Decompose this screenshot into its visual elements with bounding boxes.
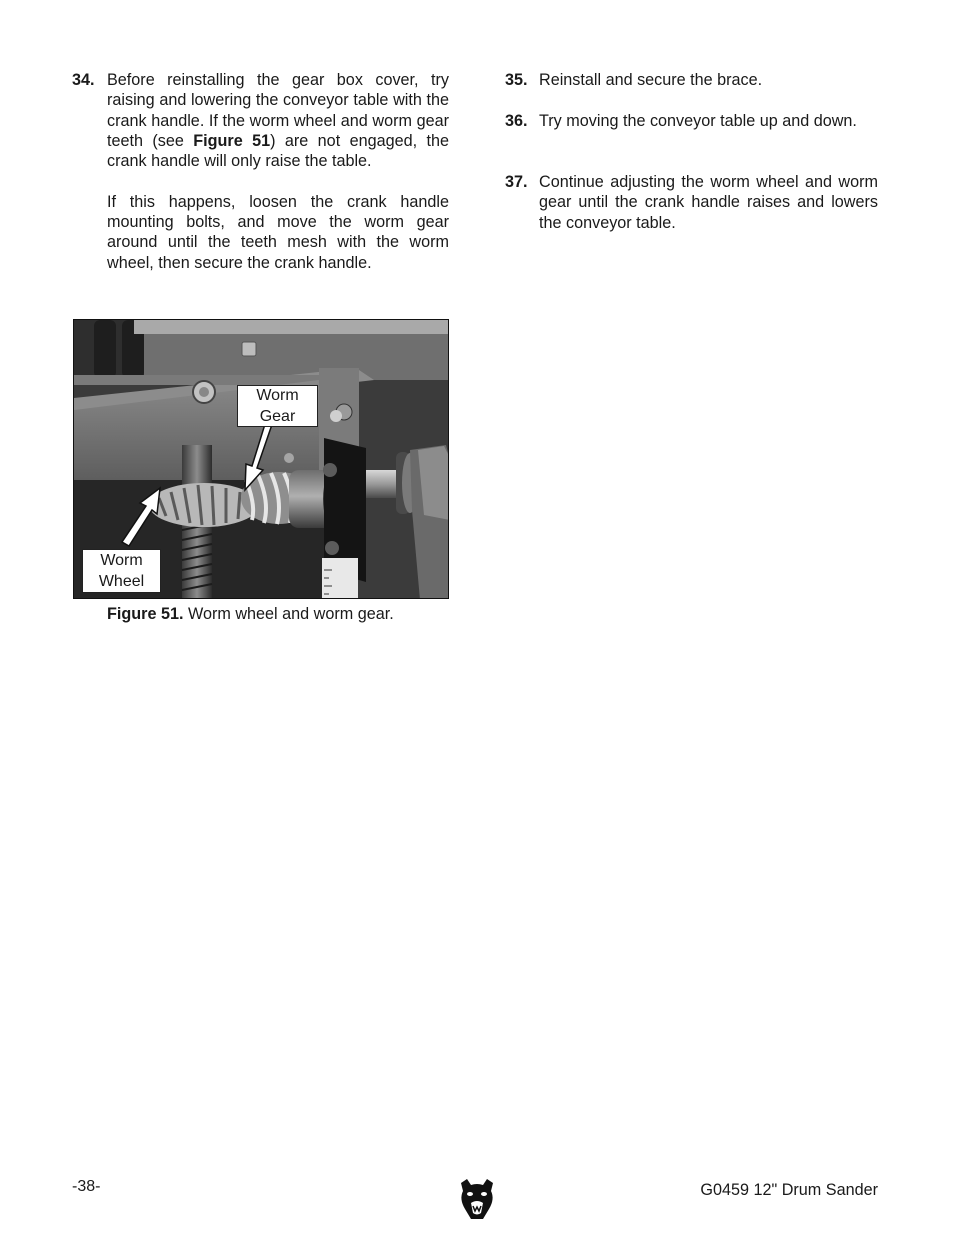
step-number: 35.	[505, 71, 528, 89]
step-body	[107, 70, 449, 273]
text-run: Before reinstalling the gear box cover, try raising and lowering the conveyor table with the crank handle. If the worm wheel and worm gear teeth (see	[107, 71, 449, 150]
step-34-paragraph-2: If this happens, loosen the crank handle mounting bolts, and move the worm gear around until the teeth mesh with the worm wheel, then secure the crank handle.	[107, 192, 449, 272]
page-number: -38-	[72, 1178, 101, 1195]
figure-caption	[107, 604, 394, 624]
step-number: 34.	[72, 71, 95, 89]
step-number: 36.	[505, 112, 528, 130]
step-body: Continue adjusting the worm wheel and worm gear until the crank handle raises and lowers the conveyor table.	[539, 173, 878, 232]
figure-label: Figure 51.	[107, 605, 184, 623]
step-37	[505, 172, 878, 233]
manual-title: G0459 12" Drum Sander	[700, 1181, 878, 1199]
step-36	[505, 111, 878, 131]
text-run: ) are not engaged, the crank handle will only raise the table.	[107, 131, 449, 171]
step-34	[72, 70, 449, 273]
callout-line: Gear	[259, 407, 296, 425]
figure-51-photo	[73, 319, 449, 599]
step-body: Reinstall and secure the brace.	[539, 71, 763, 89]
figure-reference: Figure 51	[193, 131, 271, 150]
caption-text: Worm wheel and worm gear.	[183, 605, 394, 623]
callout-line: Wheel	[98, 572, 145, 590]
callout-line: Worm	[256, 387, 299, 404]
step-number: 37.	[505, 173, 528, 191]
grizzly-bear-logo-icon	[457, 1177, 497, 1226]
callout-line: Worm	[100, 552, 143, 569]
step-34-paragraph-1	[107, 70, 449, 171]
step-35	[505, 70, 878, 90]
step-body: Try moving the conveyor table up and down.	[539, 112, 857, 130]
worm-gear-callout	[237, 385, 318, 427]
worm-wheel-callout	[82, 549, 161, 593]
